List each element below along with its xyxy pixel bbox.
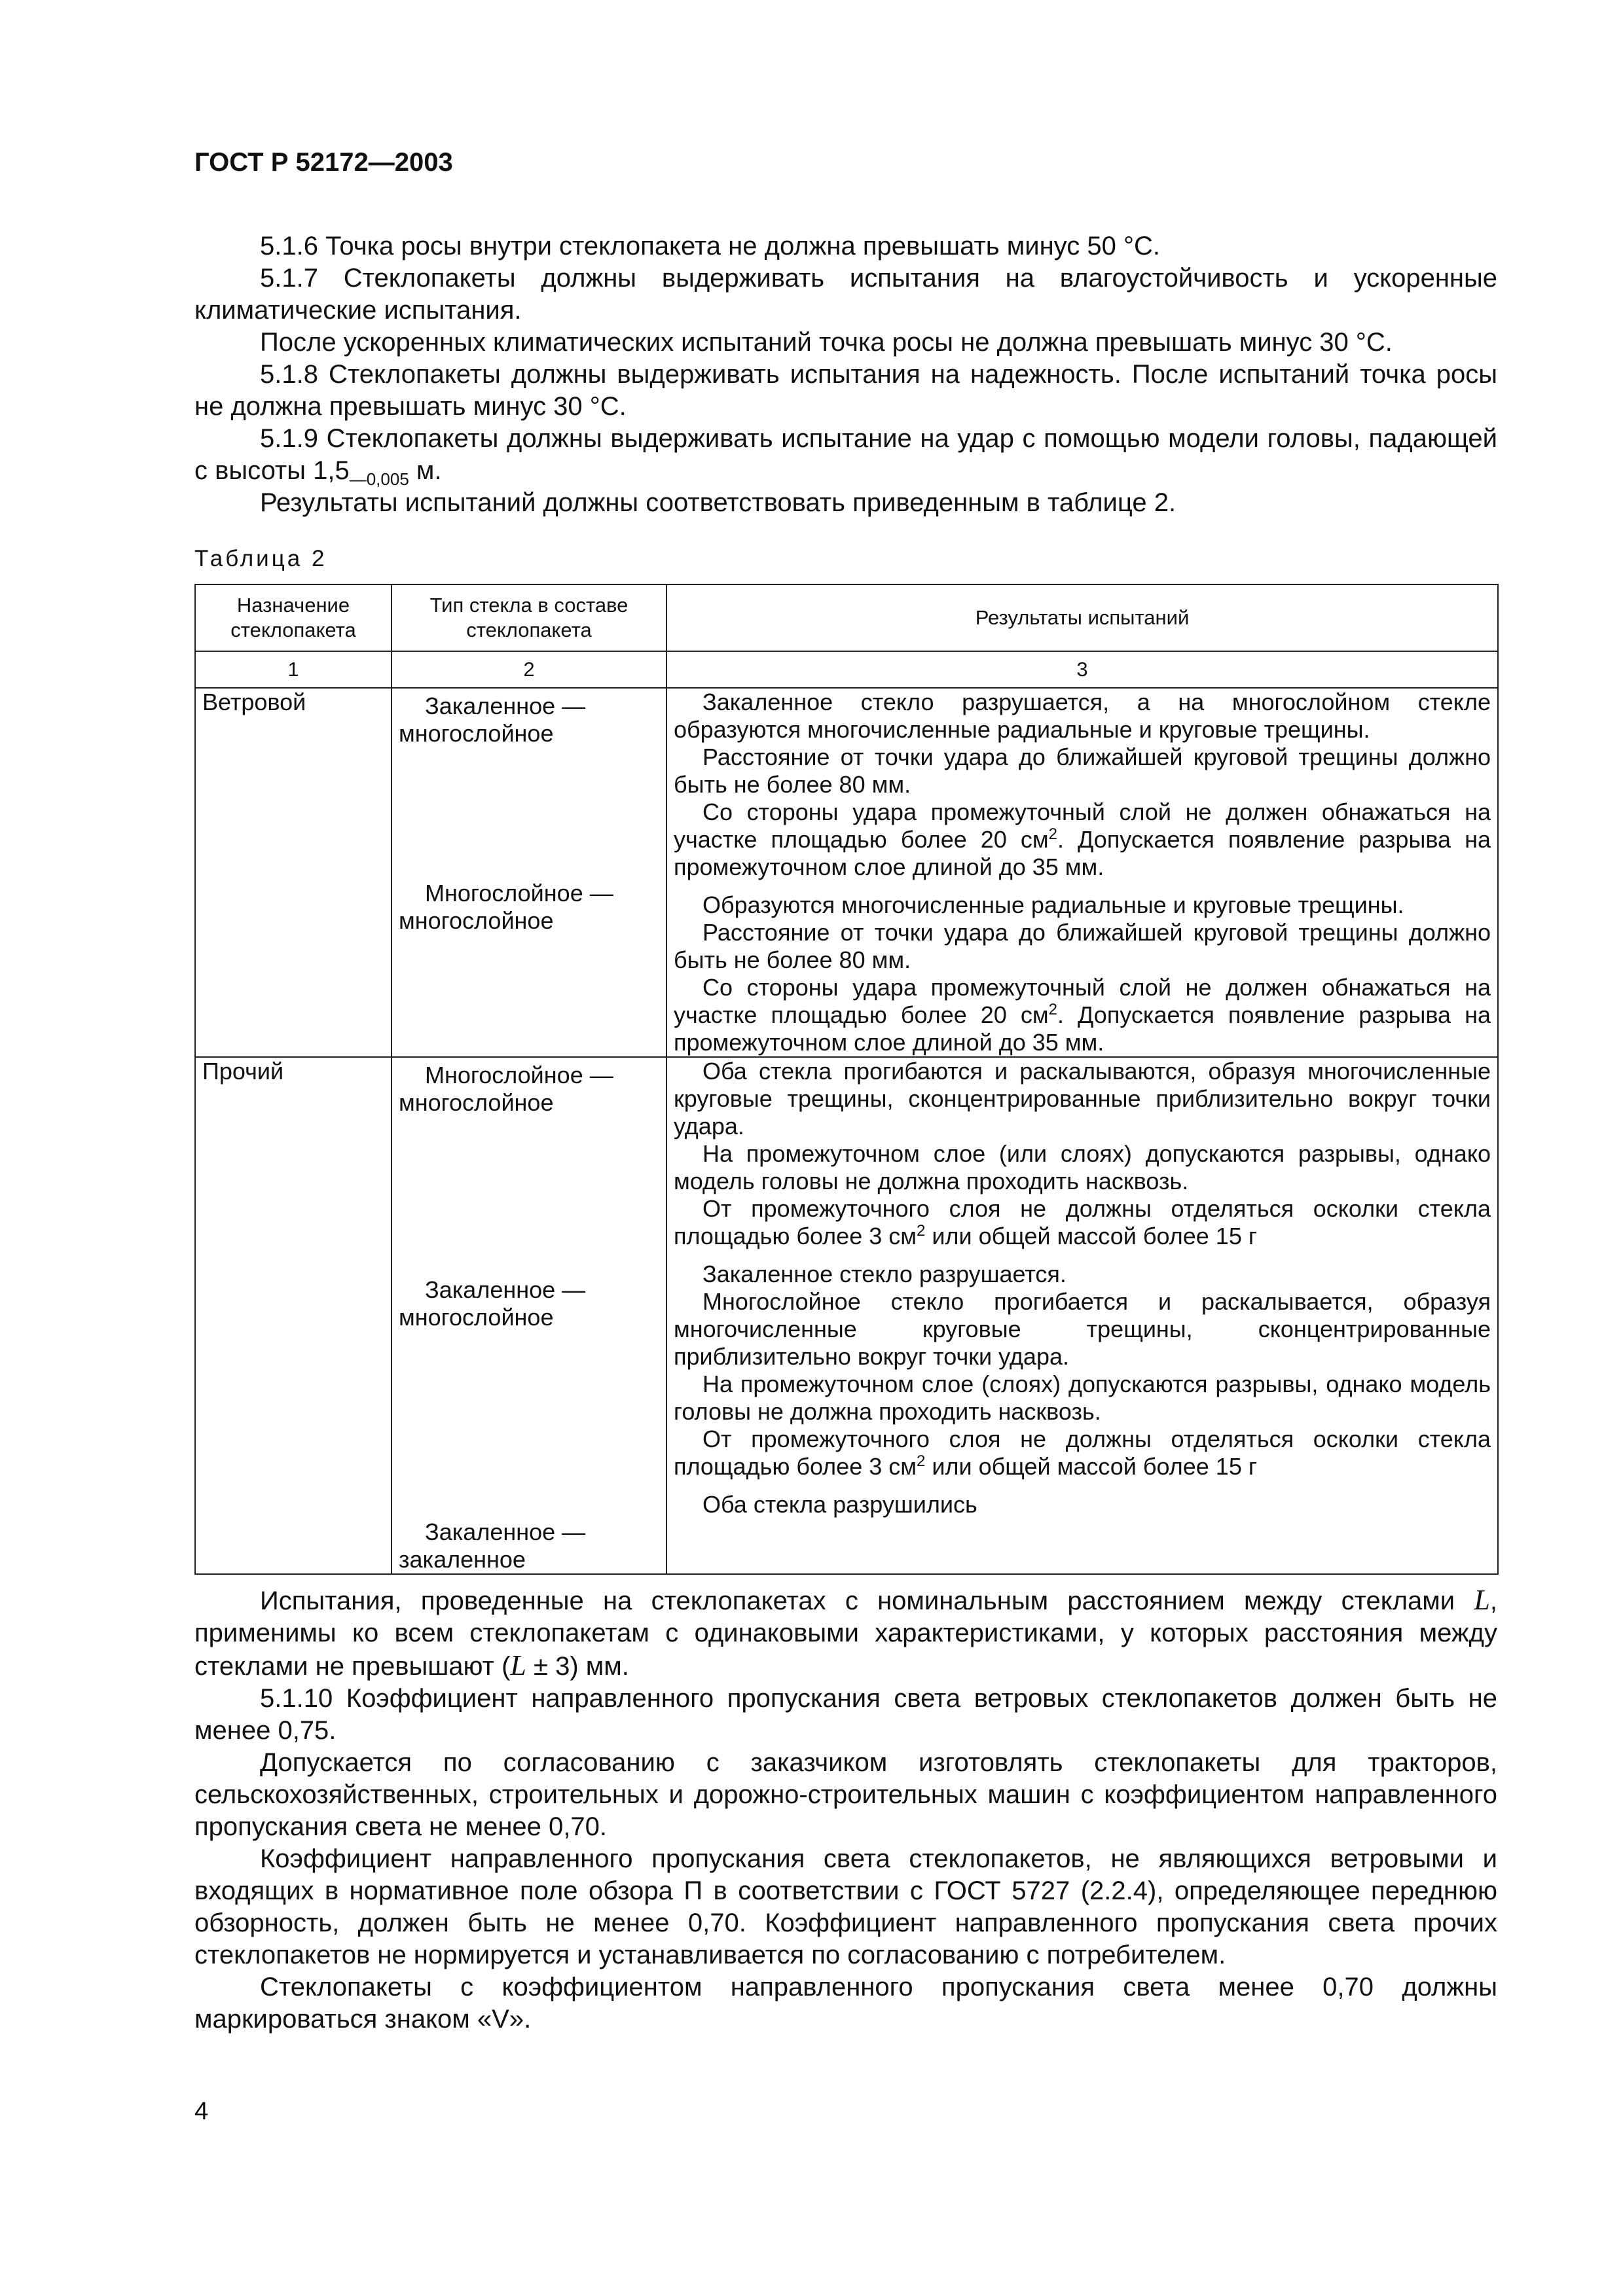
header-glass-type: Тип стекла в составе стеклопакета [392, 584, 666, 651]
glass-type-cell [392, 688, 666, 1057]
glass-type-item: Многослойное — многослойное [399, 880, 613, 934]
clause-5-1-7: 5.1.7 Стеклопакеты должны выдерживать испытания на влагоустойчивость и ускоренные климатические испытания. [194, 264, 1497, 325]
clause-5-1-9-note: Результаты испытаний должны соответствовать приведенным в таблице 2. [260, 488, 1176, 517]
clause-5-1-6: 5.1.6 Точка росы внутри стеклопакета не должна превышать минус 50 °С. [260, 232, 1160, 260]
result-group: Закаленное стекло разрушается, а на многослойном стекле образуются многочисленные радиальные и круговые трещины. Расстояние от точки удара до ближайшей круговой трещины должно быть не более 80 мм. Со стороны удара промежуточный слой не должен обнажаться на участке площадью более 20 $см^2$. Допускается появление разрыва на промежуточном слое длиной до 35 мм. [674, 689, 1491, 880]
clause-5-1-6-to-5-1-9 [194, 230, 1497, 519]
clause-5-1-10-note-1: Допускается по согласованию с заказчиком изготовлять стеклопакеты для тракторов, сельскохозяйственных, строительных и дорожно-строительных машин с коэффициентом направленного пропускания света не менее 0,70. [194, 1748, 1497, 1841]
clause-5-1-7-note: После ускоренных климатических испытаний точка росы не должна превышать минус 30 °С. [260, 328, 1393, 357]
page-number: 4 [194, 2098, 209, 2125]
glass-type-item: Закаленное — многослойное [399, 1276, 586, 1331]
result-group: Оба стекла разрушились [702, 1491, 977, 1518]
glass-type-item: Закаленное — закаленное [399, 1518, 586, 1573]
col-number-3: 3 [666, 651, 1498, 688]
test-applicability-paragraph: Испытания, проведенные на стеклопакетах с номинальным расстоянием между стеклами L, применимы ко всем стеклопакетам с одинаковыми характеристиками, у которых расстояния между стеклами не превышают (L ± 3) мм. [194, 1584, 1497, 1681]
table-row [195, 1057, 1498, 1574]
clause-5-1-9: 5.1.9 Стеклопакеты должны выдерживать испытание на удар с помощью модели головы, падающей с высоты $1,5_{—0,005}$ м. [194, 424, 1497, 489]
clause-5-1-8: 5.1.8 Стеклопакеты должны выдерживать испытания на надежность. После испытаний точка росы не должна превышать минус 30 °С. [194, 360, 1497, 421]
header-results: Результаты испытаний [666, 584, 1498, 651]
table-row [195, 688, 1498, 1057]
results-table [194, 584, 1499, 1575]
col-number-1: 1 [195, 651, 392, 688]
purpose-cell: Прочий [195, 1057, 392, 1574]
purpose-cell: Ветровой [195, 688, 392, 1057]
clause-5-1-10-block [194, 1584, 1497, 2036]
table-caption: Таблица 2 [194, 546, 327, 571]
glass-type-cell [392, 1057, 666, 1574]
clause-5-1-10-note-3: Стеклопакеты с коэффициентом направленного пропускания света менее 0,70 должны маркироваться знаком «V». [194, 1973, 1497, 2034]
glass-type-item: Многослойное — многослойное [399, 1062, 613, 1116]
result-group: Образуются многочисленные радиальные и круговые трещины. Расстояние от точки удара до ближайшей круговой трещины должно быть не более 80 мм. Со стороны удара промежуточный слой не должен обнажаться на участке площадью более 20 $см^2$. Допускается появление разрыва на промежуточном слое длиной до 35 мм. [674, 891, 1491, 1056]
header-purpose: Назначение стеклопакета [195, 584, 392, 651]
result-group: Оба стекла прогибаются и раскалываются, образуя многочисленные круговые трещины, сконцентрированные приблизительно вокруг точки удара. На промежуточном слое (или слоях) допускаются разрывы, однако модель головы не должна проходить насквозь. От промежуточного слоя не должны отделяться осколки стекла площадью более 3 $см^2$ или общей массой более 15 г [674, 1058, 1491, 1249]
result-group: Закаленное стекло разрушается. Многослойное стекло прогибается и раскалывается, образуя многочисленные круговые трещины, сконцентрированные приблизительно вокруг точки удара. На промежуточном слое (слоях) допускаются разрывы, однако модель головы не должна проходить насквозь. От промежуточного слоя не должны отделяться осколки стекла площадью более 3 $см^2$ или общей массой более 15 г [674, 1261, 1491, 1480]
results-cell [666, 1057, 1498, 1574]
clause-5-1-10: 5.1.10 Коэффициент направленного пропускания света ветровых стеклопакетов должен быть не менее 0,75. [194, 1684, 1497, 1745]
results-cell [666, 688, 1498, 1057]
clause-5-1-10-note-2: Коэффициент направленного пропускания света стеклопакетов, не являющихся ветровыми и входящих в нормативное поле обзора П в соответствии с ГОСТ 5727 (2.2.4), определяющее переднюю обзорность, должен быть не менее 0,70. Коэффициент направленного пропускания света прочих стеклопакетов не нормируется и устанавливается по согласованию с потребителем. [194, 1844, 1497, 1969]
glass-type-item: Закаленное — многослойное [399, 692, 586, 747]
col-number-2: 2 [392, 651, 666, 688]
table-header-row [195, 584, 1498, 651]
document-header: ГОСТ Р 52172—2003 [194, 148, 453, 177]
column-number-row [195, 651, 1498, 688]
